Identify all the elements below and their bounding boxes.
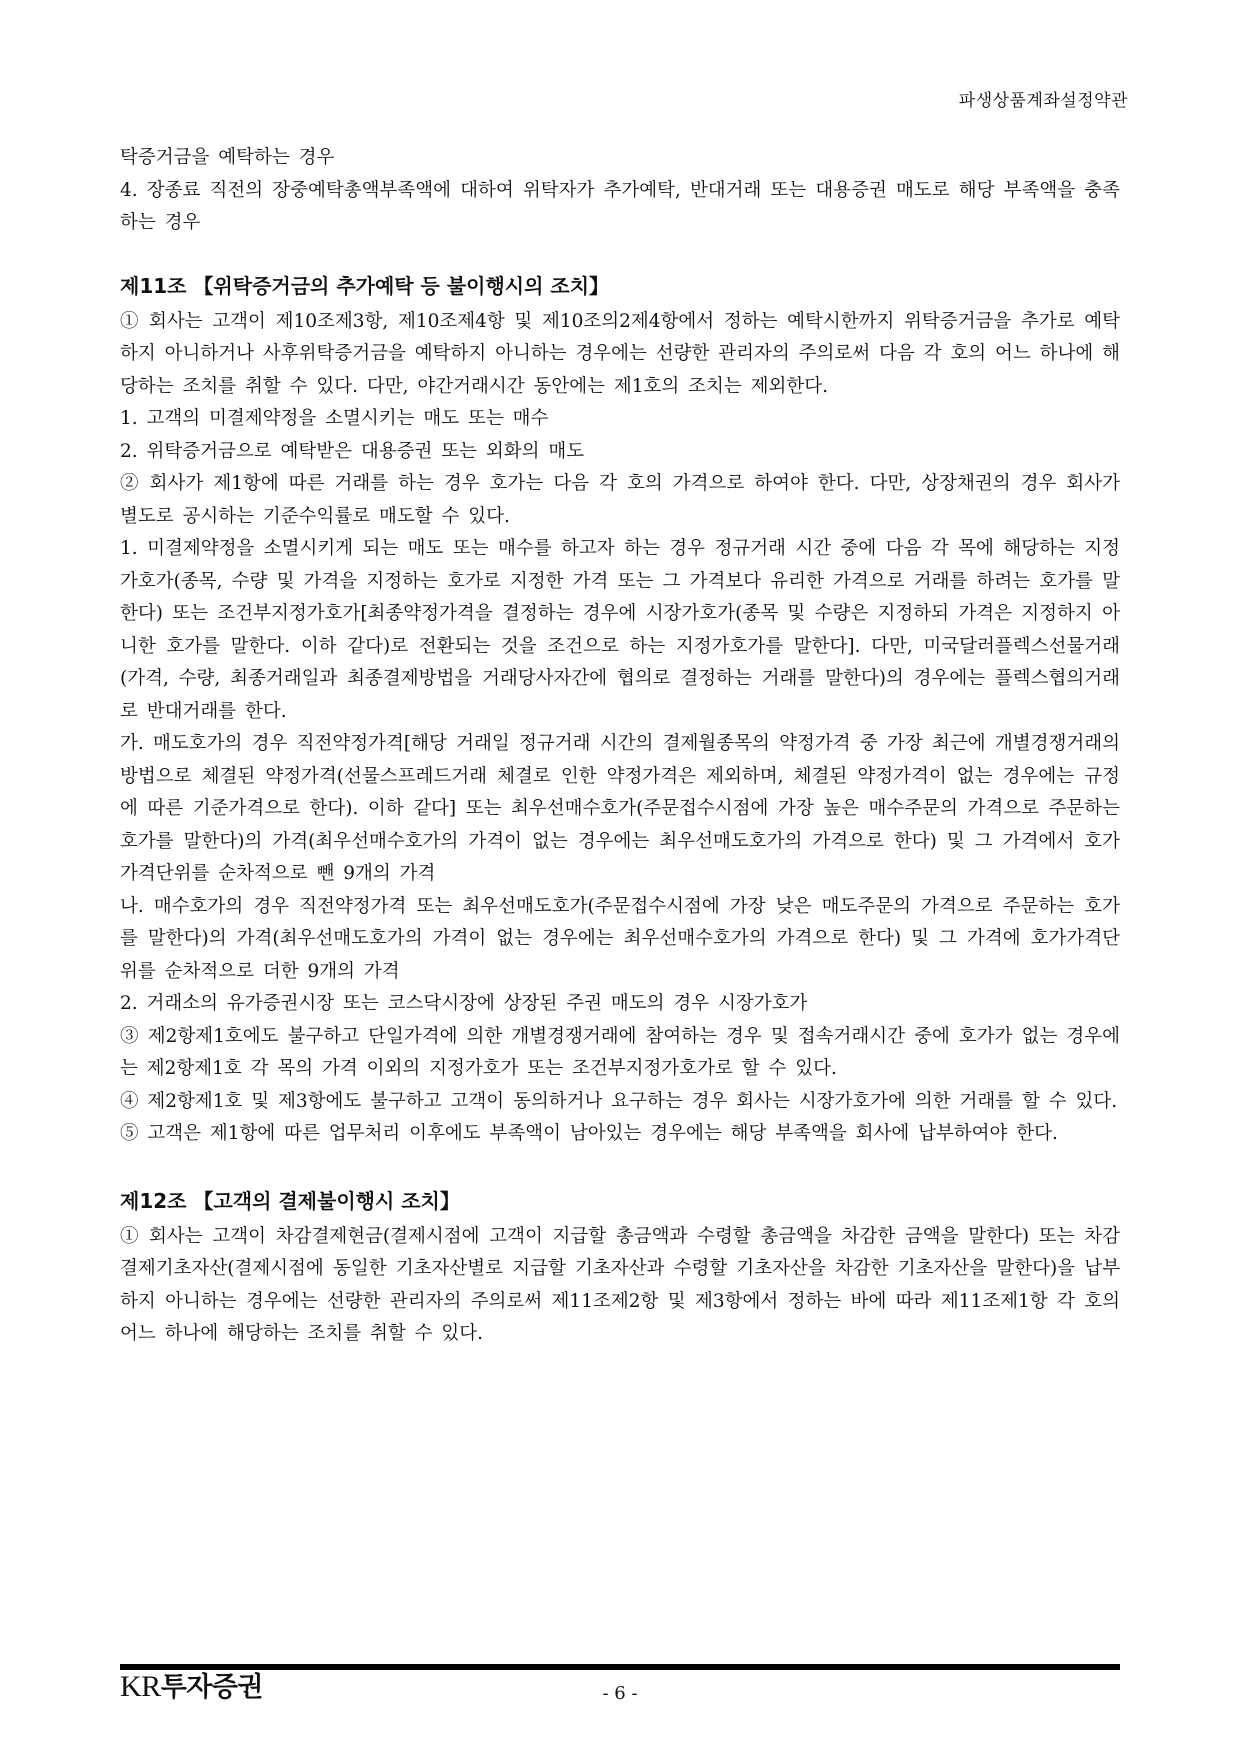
logo-latin-text: KR <box>120 1670 161 1703</box>
article-11-paragraph: 2. 거래소의 유가증권시장 또는 코스닥시장에 상장된 주권 매도의 경우 시장가호가 <box>120 993 808 1014</box>
article-12-paragraph: ① 회사는 고객이 차감결제현금(결제시점에 고객이 지급할 총금액과 수령할 총금액을 차감한 금액을 말한다) 또는 차감결제기초자산(결제시점에 동일한 기초자산별로 지급할 기초자산과 수령할 기초자산을 차감한 기초자산을 말한다)을 납부하지 아니하는 경우에는 선량한 관리자의 주의로써 제11조제2항 및 제3항에서 정하는 바에 따라 제11조제1항 각 호의 어느 하나에 해당하는 조치를 취할 수 있다. <box>120 1225 1120 1344</box>
article-12-title: 제12조 【고객의 결제불이행시 조치】 <box>120 1188 460 1213</box>
continuation-item-4: 4. 장종료 직전의 장중예탁총액부족액에 대하여 위탁자가 추가예탁, 반대거래 또는 대용증권 매도로 해당 부족액을 충족하는 경우 <box>120 179 1120 233</box>
article-11-paragraph: ⑤ 고객은 제1항에 따른 업무처리 이후에도 부족액이 남아있는 경우에는 해당 부족액을 회사에 납부하여야 한다. <box>120 1123 1058 1144</box>
document-body <box>120 142 1120 1351</box>
footer-divider <box>120 1664 1120 1670</box>
article-11-paragraph: 1. 미결제약정을 소멸시키게 되는 매도 또는 매수를 하고자 하는 경우 정규거래 시간 중에 다음 각 목에 해당하는 지정가호가(종목, 수량 및 가격을 지정하는 호가로 지정한 가격 또는 그 가격보다 유리한 가격으로 거래를 하려는 호가를 말한다) 또는 조건부지정가호가[최종약정가격을 결정하는 경우에 시장가호가(종목 및 수량은 지정하되 가격은 지정하지 아니한 호가를 말한다. 이하 같다)로 전환되는 것을 조건으로 하는 지정가호가를 말한다]. 다만, 미국달러플렉스선물거래(가격, 수량, 최종거래일과 최종결제방법을 거래당사자간에 협의로 결정하는 거래를 말한다)의 경우에는 플렉스협의거래로 반대거래를 한다. <box>120 538 1120 722</box>
article-11-paragraph: ① 회사는 고객이 제10조제3항, 제10조제4항 및 제10조의2제4항에서 정하는 예탁시한까지 위탁증거금을 추가로 예탁하지 아니하거나 사후위탁증거금을 예탁하지 아니하는 경우에는 선량한 관리자의 주의로써 다음 각 호의 어느 하나에 해당하는 조치를 취할 수 있다. 다만, 야간거래시간 동안에는 제1호의 조치는 제외한다. <box>120 310 1121 397</box>
logo-korean-text: 투자증권 <box>160 1672 264 1703</box>
article-11-paragraph: ④ 제2항제1호 및 제3항에도 불구하고 고객이 동의하거나 요구하는 경우 회사는 시장가호가에 의한 거래를 할 수 있다. <box>120 1090 1118 1112</box>
article-11-paragraph: 1. 고객의 미결제약정을 소멸시키는 매도 또는 매수 <box>120 408 549 429</box>
article-11-paragraph: 가. 매도호가의 경우 직전약정가격[해당 거래일 정규거래 시간의 결제월종목의 약정가격 중 가장 최근에 개별경쟁거래의 방법으로 체결된 약정가격(선물스프레드거래 체결로 인한 약정가격은 제외하며, 체결된 약정가격이 없는 경우에는 규정에 따른 기준가격으로 한다). 이하 같다] 또는 최우선매수호가(주문접수시점에 가장 높은 매수주문의 가격으로 주문하는 호가를 말한다)의 가격(최우선매수호가의 가격이 없는 경우에는 최우선매도호가의 가격으로 한다) 및 그 가격에서 호가가격단위를 순차적으로 뺀 9개의 가격 <box>120 733 1120 884</box>
article-11-paragraph: ③ 제2항제1호에도 불구하고 단일가격에 의한 개별경쟁거래에 참여하는 경우 및 접속거래시간 중에 호가가 없는 경우에는 제2항제1호 각 목의 가격 이외의 지정가호가 또는 조건부지정가호가로 할 수 있다. <box>120 1025 1120 1079</box>
continuation-line-1: 탁증거금을 예탁하는 경우 <box>120 147 335 168</box>
article-11-paragraph: 나. 매수호가의 경우 직전약정가격 또는 최우선매도호가(주문접수시점에 가장 낮은 매도주문의 가격으로 주문하는 호가를 말한다)의 가격(최우선매도호가의 가격이 없는 경우에는 최우선매수호가의 가격으로 한다) 및 그 가격에 호가가격단위를 순차적으로 더한 9개의 가격 <box>120 895 1120 982</box>
page-number: - 6 - <box>602 1683 638 1704</box>
article-11-paragraph: ② 회사가 제1항에 따른 거래를 하는 경우 호가는 다음 각 호의 가격으로 하여야 한다. 다만, 상장채권의 경우 회사가 별도로 공시하는 기준수익률로 매도할 수 있다. <box>120 473 1120 527</box>
article-11-paragraph: 2. 위탁증거금으로 예탁받은 대용증권 또는 외화의 매도 <box>120 440 585 462</box>
article-11-title: 제11조 【위탁증거금의 추가예탁 등 불이행시의 조치】 <box>120 273 610 298</box>
document-header-title: 파생상품계좌설정약관 <box>958 91 1128 111</box>
